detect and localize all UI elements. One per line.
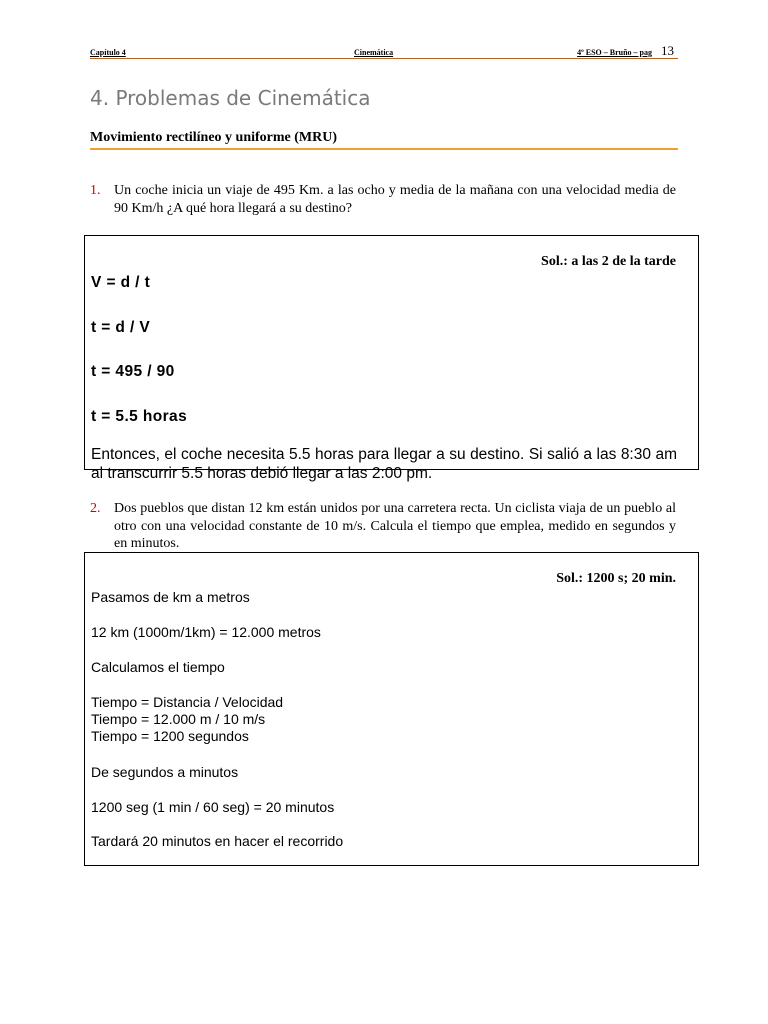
problem-1-answer-box: [84, 235, 699, 482]
conclusion-text: Entonces, el coche necesita 5.5 horas para llegar a su destino. Si salió a las 8:30 am al transcurrir 5.5 horas debió llegar a las 2:00 pm.: [91, 446, 677, 482]
section-subtitle: Movimiento rectilíneo y uniforme (MRU): [90, 130, 678, 150]
solution-line: Calculamos el tiempo: [91, 659, 225, 675]
equation-line: t = d / V: [91, 319, 151, 336]
problem-number: 1.: [90, 183, 101, 198]
problem-number: 2.: [90, 501, 101, 516]
page-title: 4. Problemas de Cinemática: [90, 86, 371, 110]
problem-2-statement: [90, 500, 676, 553]
equation-line: t = 5.5 horas: [91, 408, 188, 425]
solution-label: Sol.: 1200 s; 20 min.: [556, 571, 676, 586]
solution-line: De segundos a minutos: [91, 764, 239, 780]
header-topic: Cinemática: [354, 48, 394, 57]
equation-line: V = d / t: [91, 274, 151, 291]
solution-line: Tiempo = 1200 segundos: [91, 728, 249, 744]
header-page-number: 13: [661, 43, 674, 58]
equation-line: t = 495 / 90: [91, 363, 175, 380]
solution-line: 12 km (1000m/1km) = 12.000 metros: [91, 624, 321, 640]
solution-line: Tiempo = 12.000 m / 10 m/s: [91, 711, 266, 727]
problem-text: Dos pueblos que distan 12 km están unidos por una carretera recta. Un ciclista viaja de un pueblo al otro con una velocidad constante de 10 m/s. Calcula el tiempo que emplea, medido en segundos y en minutos.: [114, 501, 676, 551]
solution-line: Tardará 20 minutos en hacer el recorrido: [91, 833, 344, 849]
header-chapter: Capítulo 4: [90, 48, 126, 57]
solution-label: Sol.: a las 2 de la tarde: [541, 254, 676, 269]
solution-line: Pasamos de km a metros: [91, 589, 250, 605]
page-header: [90, 44, 678, 59]
solution-line: 1200 seg (1 min / 60 seg) = 20 minutos: [91, 799, 335, 815]
problem-2-answer-box: [84, 552, 699, 866]
solution-line: Tiempo = Distancia / Velocidad: [91, 694, 284, 710]
header-course: 4º ESO – Bruño – pag: [577, 48, 652, 57]
problem-1-statement: [90, 182, 676, 217]
problem-text: Un coche inicia un viaje de 495 Km. a las ocho y media de la mañana con una velocidad media de 90 Km/h ¿A qué hora llegará a su destino?: [114, 183, 676, 216]
